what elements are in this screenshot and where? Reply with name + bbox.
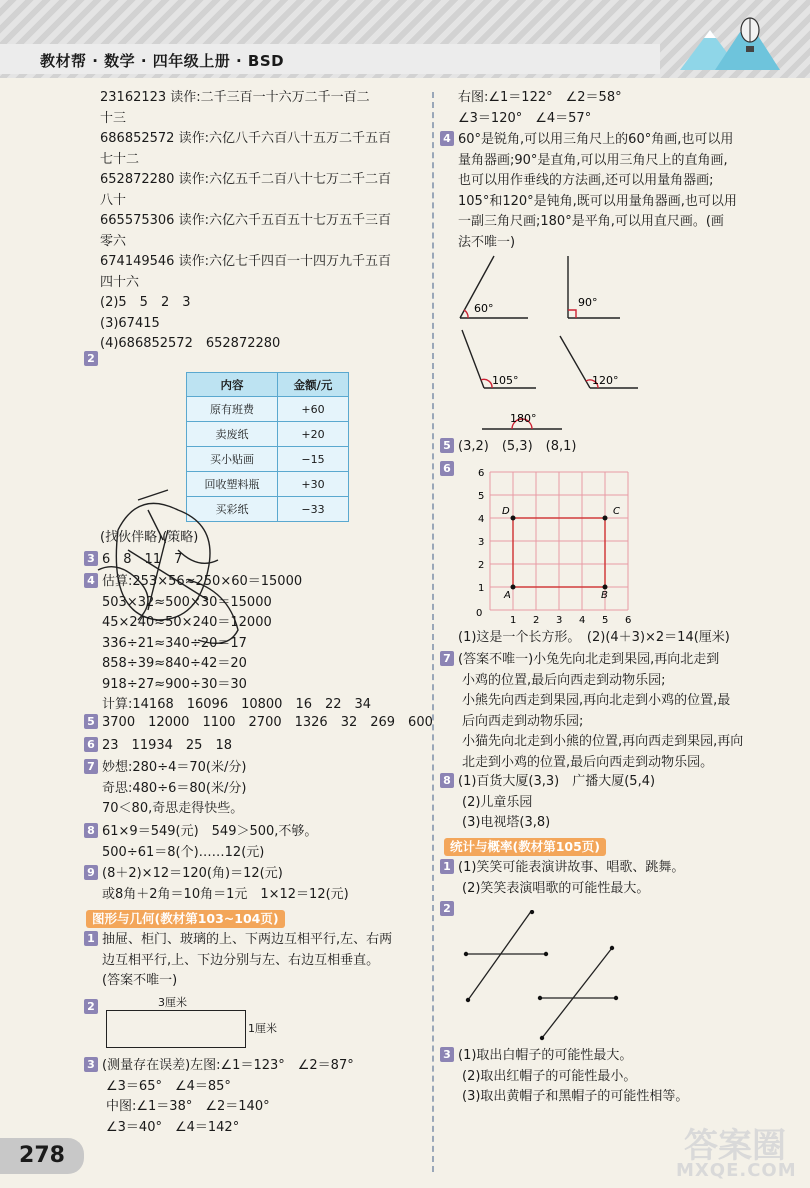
reading-line: 23162123 读作:二千三百一十六万二千一百二	[100, 90, 370, 105]
answer-line: (1)取出白帽子的可能性最大。	[458, 1048, 633, 1063]
answer-text: 3700 12000 1100 2700 1326 32 269 600	[102, 715, 433, 730]
answer-line: (2)取出红帽子的可能性最小。	[462, 1068, 637, 1084]
table-cell: 回收塑料瓶	[187, 472, 278, 497]
answer-line: 70＜80,奇思走得快些。	[102, 801, 244, 816]
reading-line: 零六	[100, 233, 127, 249]
answer-line: 61×9＝549(元) 549＞500,不够。	[102, 824, 318, 839]
answer-line: (8＋2)×12＝120(角)＝12(元)	[102, 866, 283, 881]
answer-line: 也可以用作垂线的方法画,还可以用量角器画;	[458, 173, 714, 188]
rectangle-height-label: 1厘米	[248, 1022, 277, 1035]
question-badge: 4	[440, 131, 454, 146]
x-tick: 2	[533, 615, 540, 626]
answer-line: (3)电视塔(3,8)	[462, 815, 551, 830]
table-cell: 原有班费	[187, 397, 278, 422]
rectangle-width-label: 3厘米	[158, 996, 187, 1009]
reading-line: 665575306 读作:六亿六千五百五十七万五千三百	[100, 213, 391, 228]
answer-line: 858÷39≈840÷42＝20	[102, 656, 247, 671]
question-badge: 7	[440, 651, 454, 666]
geometry-question-3	[84, 1056, 354, 1138]
answer-line: (答案不唯一)	[102, 973, 178, 988]
page-number: 278	[0, 1138, 84, 1174]
reading-line: 七十二	[100, 151, 140, 167]
question-badge: 8	[84, 823, 98, 838]
answer-line: 503×32≈500×30＝15000	[102, 594, 272, 610]
x-tick: 0	[476, 608, 483, 619]
angle-label: 60°	[474, 302, 494, 315]
y-tick: 1	[478, 583, 485, 594]
watermark-url: MXQE.COM	[676, 1160, 797, 1181]
table-header: 内容	[187, 373, 278, 397]
y-tick: 2	[478, 560, 485, 571]
answer-line: 60°是锐角,可以用三角尺上的60°角画,也可以用	[458, 132, 734, 147]
answer-line: 小猫先向北走到小熊的位置,再向西走到果园,再向	[462, 734, 744, 749]
question-badge: 5	[440, 438, 454, 453]
answer-line: 妙想:280÷4＝70(米/分)	[102, 760, 247, 775]
q6-answer: (1)这是一个长方形。 (2)(4＋3)×2＝14(厘米)	[458, 630, 730, 645]
section-title: 图形与几何(教材第103~104页)	[86, 910, 285, 928]
answer-line: 45×240≈50×240＝12000	[102, 615, 272, 630]
question-badge: 1	[84, 931, 98, 946]
answer-line: 抽屉、柜门、玻璃的上、下两边互相平行,左、右两	[102, 932, 393, 947]
table-cell: +60	[278, 397, 349, 422]
question-badge: 1	[440, 859, 454, 874]
table-cell: −15	[278, 447, 349, 472]
rectangle-drawing	[106, 1010, 246, 1048]
answer-line: (2)笑笑表演唱歌的可能性最大。	[462, 880, 650, 896]
y-tick: 5	[478, 491, 485, 502]
table-header: 金额/元	[278, 373, 349, 397]
question-badge: 2	[84, 351, 98, 366]
question-7-left	[84, 758, 246, 820]
answer-line: 105°和120°是钝角,既可以用量角器画,也可以用	[458, 193, 737, 209]
answer-line: (测量存在误差)左图:∠1＝123° ∠2＝87°	[102, 1058, 354, 1073]
answer-line: 法不唯一)	[458, 234, 516, 250]
answer-line: 小熊先向西走到果园,再向北走到小鸡的位置,最	[462, 693, 731, 708]
reading-line: 十三	[100, 110, 127, 126]
table-cell: +30	[278, 472, 349, 497]
answer-line: 估算:253×56≈250×60＝15000	[102, 574, 303, 589]
angle-label: 180°	[510, 412, 537, 425]
answer-line: 一副三角尺画;180°是平角,可以用直尺画。(画	[458, 214, 724, 229]
x-tick: 5	[602, 615, 609, 626]
question-6-left	[84, 736, 232, 757]
angle-60-drawing	[460, 256, 528, 318]
point-c	[603, 516, 608, 521]
question-4-right	[440, 130, 737, 253]
question-5-left	[84, 713, 433, 734]
reading-line: 686852572 读作:六亿八千六百八十五万二千五百	[100, 131, 391, 146]
y-tick: 3	[478, 537, 485, 548]
right-top-lines	[458, 88, 622, 129]
angle-label: 90°	[578, 296, 598, 309]
question-badge: 5	[84, 714, 98, 729]
question-badge: 2	[84, 999, 98, 1014]
x-tick: 1	[510, 615, 517, 626]
point-label: C	[613, 506, 620, 517]
question-4-left	[84, 572, 371, 716]
stat-question-1	[440, 858, 684, 899]
answer-line: 500÷61＝8(个)……12(元)	[102, 844, 265, 860]
reading-line: (3)67415	[100, 315, 160, 331]
geometry-question-1	[84, 930, 392, 992]
coordinate-grid	[470, 466, 640, 626]
answer-line: 918÷27≈900÷30＝30	[102, 676, 247, 692]
q2-note: (找伙伴略)(策略)	[100, 530, 199, 545]
answer-line: 北走到小鸡的位置,最后向西走到动物乐园。	[462, 754, 714, 770]
answer-line: (2)儿童乐园	[462, 794, 533, 810]
answer-line: 中图:∠1＝38° ∠2＝140°	[106, 1099, 270, 1114]
question-5-right	[440, 437, 576, 458]
question-9-left	[84, 864, 349, 905]
reading-line: 八十	[100, 192, 127, 208]
point-label: B	[601, 590, 608, 601]
line-segments-drawing	[456, 910, 636, 1044]
answer-line: 336÷21≈340÷20＝17	[102, 635, 247, 651]
question-8-right	[440, 772, 655, 834]
question-badge: 6	[84, 737, 98, 752]
answer-text: 6 8 11 7	[102, 552, 183, 567]
question-7-right	[440, 650, 743, 773]
question-6-right	[440, 460, 458, 481]
reading-line: 四十六	[100, 274, 140, 290]
answer-line: 小鸡的位置,最后向西走到动物乐园;	[462, 672, 666, 688]
watermark-logo: 答案圈	[684, 1126, 786, 1166]
answer-line: 右图:∠1＝122° ∠2＝58°	[458, 90, 622, 105]
answer-line: (3)取出黄帽子和黑帽子的可能性相等。	[462, 1089, 689, 1104]
answer-line: 计算:14168 16096 10800 16 22 34	[102, 697, 372, 712]
x-tick: 6	[625, 615, 632, 626]
question-3	[84, 550, 182, 571]
answer-line: (答案不唯一)小兔先向北走到果园,再向北走到	[458, 652, 720, 667]
x-tick: 4	[579, 615, 586, 626]
point-a	[511, 585, 516, 590]
point-label: A	[504, 590, 511, 601]
table-row	[187, 422, 349, 447]
section-statistics	[444, 836, 606, 856]
answer-line: ∠3＝120° ∠4＝57°	[458, 110, 592, 126]
angle-drawings	[440, 250, 640, 440]
answer-line: (1)百货大厦(3,3) 广播大厦(5,4)	[458, 774, 656, 789]
point-b	[603, 585, 608, 590]
question-8-left	[84, 822, 317, 863]
reading-line: 674149546 读作:六亿七千四百一十四万九千五百	[100, 254, 391, 269]
reading-line: (2)5 5 2 3	[100, 295, 191, 310]
answer-line: ∠3＝40° ∠4＝142°	[106, 1119, 240, 1135]
question-badge: 4	[84, 573, 98, 588]
answer-line: ∠3＝65° ∠4＝85°	[106, 1078, 231, 1094]
table-row	[187, 397, 349, 422]
table-header-row	[187, 373, 349, 397]
question-badge: 2	[440, 901, 454, 916]
table-cell: −33	[278, 497, 349, 522]
section-geometry	[86, 908, 285, 928]
table-cell: +20	[278, 422, 349, 447]
page-header	[0, 0, 810, 78]
question-badge: 9	[84, 865, 98, 880]
question-badge: 3	[440, 1047, 454, 1062]
readings-block	[100, 88, 391, 355]
answer-line: 或8角＋2角＝10角＝1元 1×12＝12(元)	[102, 886, 349, 902]
table-cell: 卖废纸	[187, 422, 278, 447]
answer-text: (3,2) (5,3) (8,1)	[458, 439, 577, 454]
answer-line: 边互相平行,上、下边分别与左、右边互相垂直。	[102, 952, 380, 968]
section-title: 统计与概率(教材第105页)	[444, 838, 606, 856]
angle-label: 120°	[592, 374, 619, 387]
table-cell: 买小贴画	[187, 447, 278, 472]
question-2	[84, 350, 102, 371]
mountain-balloon-icon	[680, 8, 790, 70]
x-tick: 3	[556, 615, 563, 626]
y-tick: 4	[478, 514, 485, 525]
question-badge: 8	[440, 773, 454, 788]
question-badge: 3	[84, 1057, 98, 1072]
column-divider	[432, 92, 434, 1172]
stat-question-3	[440, 1046, 688, 1108]
table-cell: 买彩纸	[187, 497, 278, 522]
question-badge: 7	[84, 759, 98, 774]
answer-line: 奇思:480÷6＝80(米/分)	[102, 780, 247, 796]
angle-label: 105°	[492, 374, 519, 387]
point-label: D	[502, 506, 510, 517]
answer-line: 后向西走到动物乐园;	[462, 713, 584, 729]
answer-line: (1)笑笑可能表演讲故事、唱歌、跳舞。	[458, 860, 685, 875]
table-row	[187, 447, 349, 472]
question-badge: 3	[84, 551, 98, 566]
point-d	[511, 516, 516, 521]
answer-text: 23 11934 25 18	[102, 738, 232, 753]
y-tick: 6	[478, 468, 485, 479]
geometry-question-2	[84, 998, 102, 1019]
reading-line: 652872280 读作:六亿五千二百八十七万二千二百	[100, 172, 391, 187]
question-badge: 6	[440, 461, 454, 476]
answer-line: 量角器画;90°是直角,可以用三角尺上的直角画,	[458, 152, 728, 168]
reading-line: (4)686852572 652872280	[100, 336, 281, 351]
book-title: 教材帮 · 数学 · 四年级上册 · BSD	[40, 52, 285, 70]
